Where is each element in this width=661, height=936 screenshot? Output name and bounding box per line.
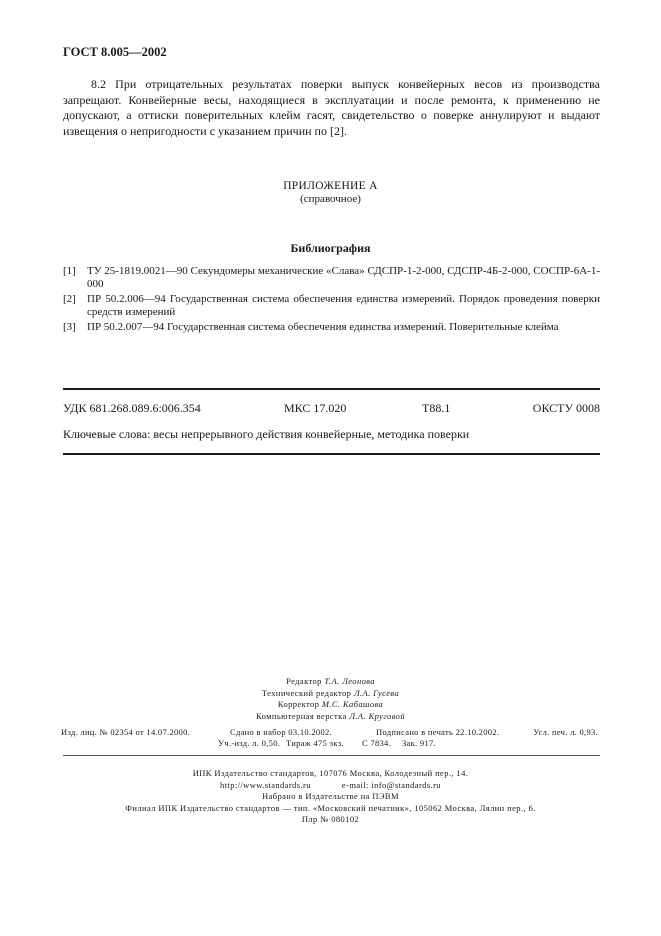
okstu-code: ОКСТУ 0008 [532, 401, 600, 415]
appendix-subtitle: (справочное) [300, 193, 361, 205]
circulation: Тираж 475 экз. [286, 738, 344, 748]
bibliography-item [63, 321, 600, 334]
license-number: Плр № 080102 [301, 814, 360, 824]
publisher-website[interactable]: http://www.standards.ru [220, 779, 311, 790]
udk-code: УДК 681.268.089.6:006.354 [63, 401, 201, 415]
corrector-row [0, 699, 661, 711]
editors-block [0, 676, 661, 722]
print-sheets: Усл. печ. л. 0,93. [533, 727, 598, 737]
publisher-contacts [0, 780, 661, 792]
editor-label: Редактор [286, 676, 322, 686]
c-number: С 7834. [362, 738, 392, 748]
keywords-line: Ключевые слова: весы непрерывного действия конвейерные, методика поверки [63, 427, 470, 441]
appendix-title: ПРИЛОЖЕНИЕ А [283, 180, 378, 192]
editor-row [0, 676, 661, 688]
top-divider [63, 388, 600, 390]
bibliography-item [63, 265, 600, 291]
document-code: ГОСТ 8.005—2002 [63, 45, 167, 59]
license-info: Изд. лиц. № 02354 от 14.07.2000. [61, 727, 191, 737]
bibliography-item-number: [2] [63, 293, 76, 305]
bibliography-item [63, 293, 600, 319]
printing-house: Филиал ИПК Издательство стандартов — тип. «Московский печатник», 105062 Москва, Лялин пер., 6. [125, 802, 536, 813]
t-code: Т88.1 [422, 401, 451, 415]
layout-row [0, 711, 661, 723]
editor-name: Т.А. Леонова [324, 676, 375, 686]
corrector-label: Корректор [277, 699, 320, 709]
bibliography-title: Библиография [290, 241, 371, 255]
bottom-divider [63, 453, 600, 455]
typeset-info: Набрано в Издательстве на ПЭВМ [262, 791, 399, 801]
tech-editor-row [0, 688, 661, 700]
bibliography-item-number: [1] [63, 265, 76, 277]
bibliography-item-text: ПР 50.2.007—94 Государственная система обеспечения единства измерений. Поверительные клейма [87, 321, 559, 333]
submitted-date: Сдано в набор 03.10.2002. [230, 727, 332, 737]
mks-code: МКС 17.020 [284, 401, 347, 415]
tech-editor-label: Технический редактор [261, 687, 352, 698]
publisher-email[interactable]: e-mail: info@standards.ru [341, 779, 441, 790]
tech-editor-name: Л.А. Гусева [353, 687, 400, 698]
signed-date: Подписано в печать 22.10.2002. [376, 727, 500, 737]
publisher-address: ИПК Издательство стандартов, 107076 Москва, Колодезный пер., 14. [192, 768, 469, 778]
clause-8-2-paragraph: 8.2 При отрицательных результатах поверки выпуск конвейерных весов из производства запрещают. Конвейерные весы, находящиеся в эксплуатации и после ремонта, к применению не допускают, а оттиски поверительных клейм гасят, свидетельство о поверке аннулируют и выдают извещения о непригодности с указанием причин по [2]. [63, 77, 600, 138]
layout-label: Компьютерная верстка [256, 710, 347, 721]
imprint-block [0, 768, 661, 826]
bibliography-item-text: ТУ 25-1819.0021—90 Секундомеры механические «Слава» СДСПР-1-2-000, СДСПР-4Б-2-000, СОСПР-6А-1-000 [87, 265, 600, 290]
bibliography-item-text: ПР 50.2.006—94 Государственная система обеспечения единства измерений. Порядок проведения поверки средств измерений [87, 293, 600, 318]
publisher-sheets: Уч.-изд. л. 0,50. [218, 738, 281, 748]
bibliography-list [63, 265, 600, 336]
order-number: Зак. 917. [402, 738, 436, 748]
bibliography-item-number: [3] [63, 321, 76, 333]
imprint-divider [63, 755, 600, 756]
layout-name: Л.А. Круговой [349, 710, 405, 721]
corrector-name: М.С. Кабашова [321, 699, 384, 709]
